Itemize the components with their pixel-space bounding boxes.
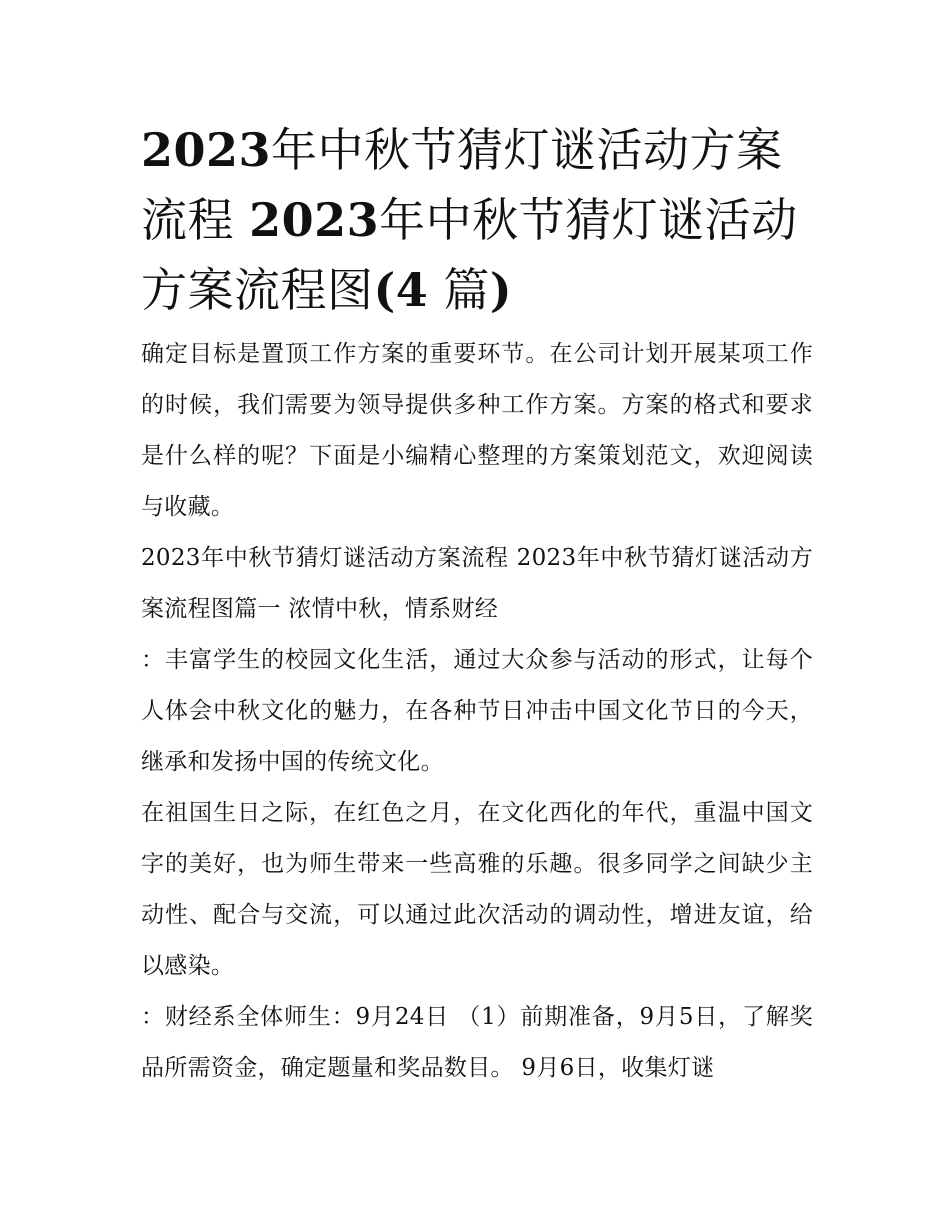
title-year-2: 2023 [249,193,380,247]
document-page [141,115,813,1094]
schedule-paragraph: ：财经系全体师生：9月24日 （1）前期准备，9月5日，了解奖品所需资金，确定题量和奖品数目。 9月6日，收集灯谜 [141,1004,813,1081]
background-paragraph: 在祖国生日之际，在红色之月，在文化西化的年代，重温中国文字的美好，也为师生带来一些高雅的乐趣。很多同学之间缺少主动性、配合与交流，可以通过此次活动的调动性，增进友谊，给以感染。 [141,800,813,979]
title-count-open: (4 [373,263,429,317]
title-count-close: ) [489,263,513,317]
title-text-1: 年中秋节猜灯谜活动方案流程 [141,123,783,247]
purpose-paragraph: ：丰富学生的校园文化生活，通过大众参与活动的形式，让每个人体会中秋文化的魅力，在各种节日冲击中国文化节日的今天，继承和发扬中国的传统文化。 [141,647,813,775]
title-count-unit: 篇 [443,263,490,317]
section-heading-paragraph: 2023年中秋节猜灯谜活动方案流程 2023年中秋节猜灯谜活动方案流程图篇一 浓情中秋，情系财经 [141,545,813,622]
intro-paragraph: 确定目标是置顶工作方案的重要环节。在公司计划开展某项工作的时候，我们需要为领导提供多种工作方案。方案的格式和要求是什么样的呢？下面是小编精心整理的方案策划范文，欢迎阅读与收藏。 [141,341,813,520]
title-year-1: 2023 [141,123,272,177]
title-text-2: 年中秋节猜灯谜活动方案流程图 [141,193,798,317]
document-title [141,115,813,325]
